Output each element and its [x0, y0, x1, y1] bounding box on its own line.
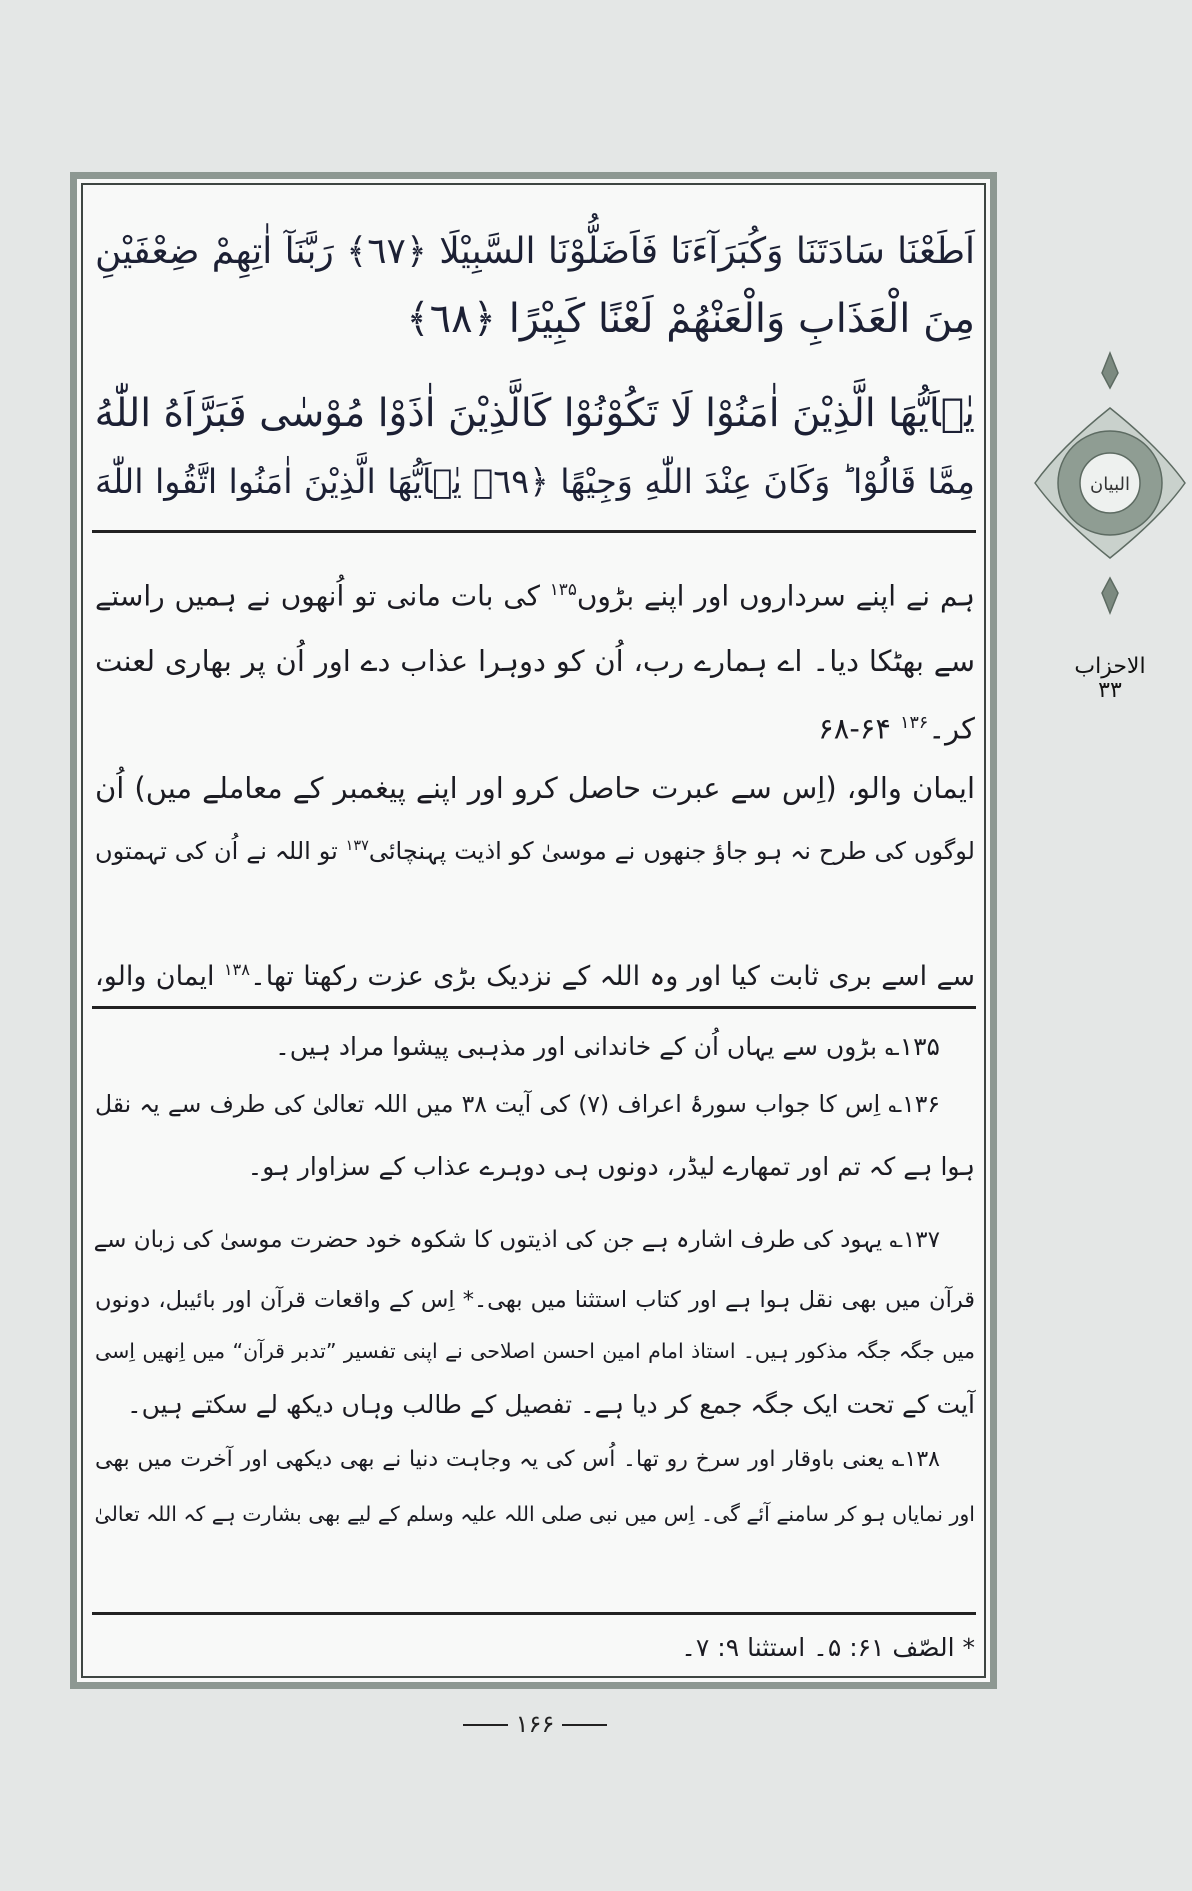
footnote-ref[interactable]: ۱۳۸ [223, 960, 250, 979]
translation-text: کی بات مانی تو اُنھوں نے ہمیں راستے [95, 579, 550, 613]
footnote-ref[interactable]: ۱۳۶ [900, 713, 929, 733]
ayah-line: مِمَّا قَالُوْا ؕ وَكَانَ عِنْدَ اللّٰهِ وَجِيْهًا ﴿٦٩﴾ يٰۤاَيُّهَا الَّذِيْنَ اٰمَنُوا اتَّقُوا اللّٰهَ [95, 462, 976, 501]
surah-name: الاحزاب [1074, 654, 1146, 679]
ayah-line: اَطَعْنَا سَادَتَنَا وَكُبَرَآءَنَا فَاَضَلُّوْنَا السَّبِيْلَا ﴿٦٧﴾ رَبَّنَآ اٰتِهِمْ ضِعْفَيْنِ [95, 231, 976, 272]
divider [92, 1006, 976, 1009]
footnote-line: اور نمایاں ہو کر سامنے آئے گی۔ اِس میں نبی صلی اللہ علیہ وسلم کے لیے بھی بشارت ہے کہ اللہ تعالیٰ [94, 1502, 975, 1526]
translation-line [95, 566, 975, 612]
translation-text: ایمان والو، [95, 961, 224, 992]
translation-line [95, 823, 975, 869]
footnote-line: ۱۳۸؎ یعنی باوقار اور سرخ رو تھا۔ اُس کی یہ وجاہت دنیا نے بھی دیکھی اور آخرت میں بھی [95, 1447, 940, 1472]
footnote-line: آیت کے تحت ایک جگہ جمع کر دیا ہے۔ تفصیل کے طالب وہاں دیکھ لے سکتے ہیں۔ [126, 1390, 975, 1419]
footnote-line: ۱۳۶؎ اِس کا جواب سورۂ اعراف (۷) کی آیت ۳۸ میں اللہ تعالیٰ کی طرف سے یہ نقل [95, 1090, 940, 1118]
footnote-line: قرآن میں بھی نقل ہوا ہے اور کتاب استثنا میں بھی۔* اِس کے واقعات قرآن اور بائیبل، دونوں [95, 1287, 975, 1313]
page-number [435, 1710, 635, 1738]
footnote-line: ہوا ہے کہ تم اور تمھارے لیڈر، دونوں ہی دوہرے عذاب کے سزاوار ہو۔ [247, 1152, 975, 1181]
translation-text: ہم نے اپنے سرداروں اور اپنے بڑوں [576, 579, 975, 613]
translation-line [95, 638, 975, 684]
translation-text: کر۔ [928, 711, 975, 746]
translation-text: سے بھٹکا دیا۔ اے ہمارے رب، اُن کو دوہرا عذاب دے اور اُن پر بھاری لعنت [95, 644, 975, 678]
translation-text: ایمان والو، (اِس سے عبرت حاصل کرو اور اپنے پیغمبر کے معاملے میں) اُن [95, 771, 975, 805]
translation-line [95, 700, 975, 746]
footnote-line: ۱۳۵؎ بڑوں سے یہاں اُن کے خاندانی اور مذہبی پیشوا مراد ہیں۔ [275, 1032, 940, 1061]
surah-number: ۳۳ [1098, 678, 1122, 703]
footnote-line: میں جگہ جگہ مذکور ہیں۔ استاذ امام امین احسن اصلاحی نے اپنی تفسیر ”تدبر قرآن“ میں اِنھیں اِسی [95, 1339, 975, 1363]
footnote-ref[interactable]: ۱۳۵ [549, 579, 577, 599]
translation-text: ۶۴-۶۸ [818, 711, 901, 746]
translation-text: لوگوں کی طرح نہ ہو جاؤ جنھوں نے موسیٰ کو اذیت پہنچائی [368, 837, 975, 865]
reference-note: * الصّف ۶۱: ۵۔ استثنا ۹: ۷۔ [681, 1633, 975, 1662]
footnote-ref[interactable]: ۱۳۷ [345, 838, 369, 854]
divider [92, 530, 976, 533]
page-number-text: ۱۶۶ [515, 1710, 555, 1738]
translation-line [95, 947, 975, 993]
surah-marker [1040, 655, 1180, 703]
ayah-line: مِنَ الْعَذَابِ وَالْعَنْهُمْ لَعْنًا كَبِيْرًا ﴿٦٨﴾ [406, 296, 975, 342]
ornament-label: البیان [1089, 474, 1131, 495]
footnote-line: ۱۳۷؎ یہود کی طرف اشارہ ہے جن کی اذیتوں کا شکوہ خود حضرت موسیٰ کی زبان سے [93, 1227, 940, 1253]
translation-text: سے اسے بری ثابت کیا اور وہ اللہ کے نزدیک بڑی عزت رکھتا تھا۔ [249, 961, 975, 992]
ayah-line: يٰۤاَيُّهَا الَّذِيْنَ اٰمَنُوْا لَا تَكُوْنُوْا كَالَّذِيْنَ اٰذَوْا مُوْسٰى فَبَرَّاَهُ اللّٰهُ [94, 391, 975, 436]
divider [92, 1612, 976, 1615]
ornament-medallion-icon [1030, 348, 1190, 618]
translation-line [95, 765, 975, 811]
translation-text: تو اللہ نے اُن کی تہمتوں [95, 837, 346, 865]
